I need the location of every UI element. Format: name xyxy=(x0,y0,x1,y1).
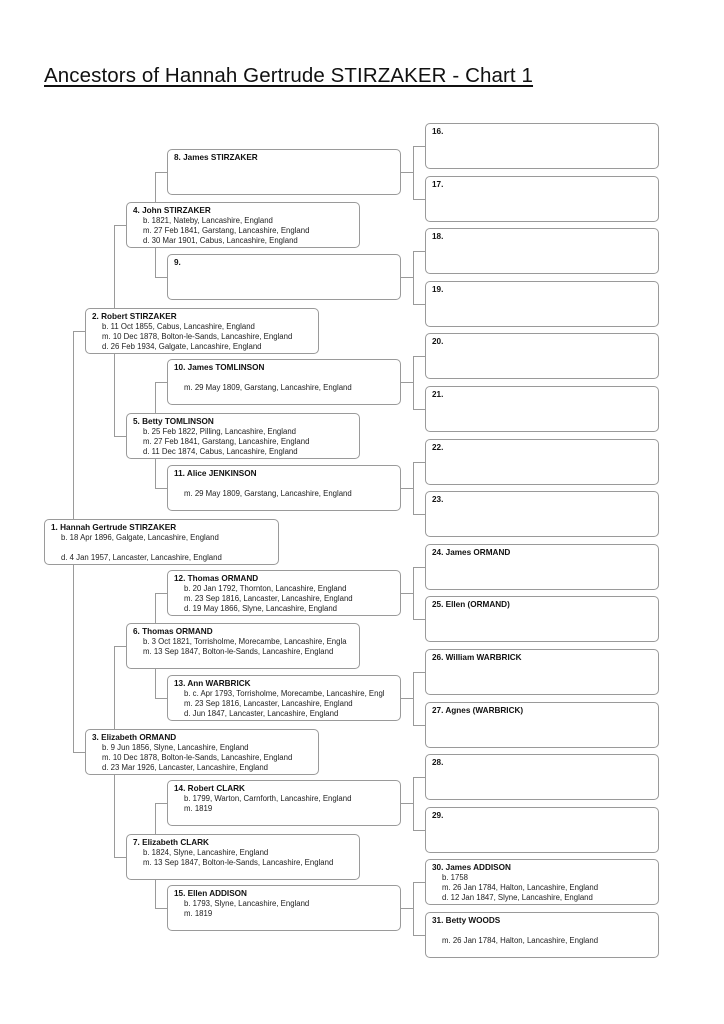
person-detail: m. 13 Sep 1847, Bolton-le-Sands, Lancashire, England xyxy=(143,647,334,656)
person-box-20[interactable] xyxy=(425,333,659,379)
connector-line xyxy=(413,462,425,463)
connector-line xyxy=(413,777,425,778)
person-name: 28. xyxy=(432,758,444,768)
person-name: 16. xyxy=(432,127,444,136)
person-name: 17. xyxy=(432,179,444,189)
connector-line xyxy=(73,752,85,753)
person-name: 29. xyxy=(432,810,444,820)
person-detail: m. 26 Jan 1784, Halton, Lancashire, England xyxy=(442,936,599,945)
person-box-28[interactable] xyxy=(425,754,659,800)
person-name: 2. Robert STIRZAKER xyxy=(92,312,177,321)
person-name: 9. xyxy=(174,258,181,268)
person-box-4[interactable] xyxy=(126,202,360,248)
person-box-29[interactable] xyxy=(425,807,659,853)
person-detail xyxy=(174,479,394,489)
person-detail: m. 29 May 1809, Garstang, Lancashire, England xyxy=(184,488,352,498)
connector-line xyxy=(114,857,126,858)
person-detail: b. c. Apr 1793, Torrisholme, Morecambe, Lancashire, Engl xyxy=(184,689,385,698)
person-name: 4. John STIRZAKER xyxy=(133,206,211,215)
person-detail: m. 26 Jan 1784, Halton, Lancashire, England xyxy=(442,883,599,893)
person-box-27[interactable] xyxy=(425,702,659,748)
person-name: 19. xyxy=(432,284,444,294)
person-detail: m. 29 May 1809, Garstang, Lancashire, England xyxy=(184,383,352,393)
connector-line xyxy=(413,251,425,252)
connector-line xyxy=(155,488,167,489)
connector-line xyxy=(114,436,126,437)
connector-line xyxy=(413,672,414,725)
connector-line xyxy=(413,882,414,935)
person-box-9[interactable] xyxy=(167,254,401,300)
person-detail: b. 1799, Warton, Carnforth, Lancashire, England xyxy=(184,794,352,804)
person-detail: b. 1758 xyxy=(442,873,469,883)
person-box-14[interactable] xyxy=(167,780,401,826)
person-detail: m. 23 Sep 1816, Lancaster, Lancashire, England xyxy=(184,699,353,708)
person-detail: d. 30 Mar 1901, Cabus, Lancashire, England xyxy=(143,236,298,245)
person-name: 8. James STIRZAKER xyxy=(174,153,258,162)
person-box-22[interactable] xyxy=(425,439,659,485)
person-detail: d. 12 Jan 1847, Slyne, Lancashire, England xyxy=(442,893,593,903)
person-box-7[interactable] xyxy=(126,834,360,880)
person-name: 20. xyxy=(432,337,444,347)
connector-line xyxy=(401,277,413,278)
person-name: 31. Betty WOODS xyxy=(432,916,501,925)
person-box-13[interactable] xyxy=(167,675,401,721)
person-box-18[interactable] xyxy=(425,228,659,274)
person-detail xyxy=(432,926,652,936)
person-box-26[interactable] xyxy=(425,649,659,695)
person-name: 24. James ORMAND xyxy=(432,547,511,557)
connector-line xyxy=(413,356,425,357)
person-name: 21. xyxy=(432,390,444,399)
person-detail: d. Jun 1847, Lancaster, Lancashire, England xyxy=(184,709,339,718)
person-box-30[interactable] xyxy=(425,859,659,905)
person-box-3[interactable] xyxy=(85,729,319,775)
connector-line xyxy=(155,382,167,383)
connector-line xyxy=(401,488,413,489)
person-detail: m. 1819 xyxy=(184,804,213,814)
person-box-10[interactable] xyxy=(167,359,401,405)
person-detail: b. 20 Jan 1792, Thornton, Lancashire, England xyxy=(184,583,347,593)
person-name: 3. Elizabeth ORMAND xyxy=(92,733,177,742)
person-detail: m. 10 Dec 1878, Bolton-le-Sands, Lancashire, England xyxy=(102,753,293,762)
connector-line xyxy=(413,935,425,936)
connector-line xyxy=(413,725,425,726)
connector-line xyxy=(114,646,126,647)
connector-line xyxy=(413,146,425,147)
person-detail: d. 4 Jan 1957, Lancaster, Lancashire, England xyxy=(61,553,222,562)
person-detail: b. 18 Apr 1896, Galgate, Lancashire, England xyxy=(61,533,219,542)
connector-line xyxy=(413,830,425,831)
person-box-11[interactable] xyxy=(167,465,401,511)
person-box-15[interactable] xyxy=(167,885,401,931)
connector-line xyxy=(401,172,413,173)
chart-title: Ancestors of Hannah Gertrude STIRZAKER - Chart 1 xyxy=(44,64,534,87)
person-detail: m. 27 Feb 1841, Garstang, Lancashire, England xyxy=(143,226,310,235)
person-detail: m. 23 Sep 1816, Lancaster, Lancashire, England xyxy=(184,593,353,603)
person-name: 13. Ann WARBRICK xyxy=(174,679,251,688)
connector-line xyxy=(155,593,167,594)
connector-line xyxy=(401,593,413,594)
person-detail: b. 1821, Nateby, Lancashire, England xyxy=(143,216,273,225)
person-name: 14. Robert CLARK xyxy=(174,784,245,794)
person-name: 18. xyxy=(432,232,444,242)
person-name: 11. Alice JENKINSON xyxy=(174,468,257,478)
person-name: 25. Ellen (ORMAND) xyxy=(432,600,510,610)
person-box-25[interactable] xyxy=(425,596,659,642)
person-box-16[interactable] xyxy=(425,123,659,169)
person-detail: m. 27 Feb 1841, Garstang, Lancashire, England xyxy=(143,436,310,446)
connector-line xyxy=(155,908,167,909)
person-name: 6. Thomas ORMAND xyxy=(133,627,213,636)
person-box-8[interactable] xyxy=(167,149,401,195)
person-box-19[interactable] xyxy=(425,281,659,327)
person-name: 22. xyxy=(432,442,444,452)
connector-line xyxy=(73,331,85,332)
connector-line xyxy=(401,698,413,699)
person-box-23[interactable] xyxy=(425,491,659,537)
connector-line xyxy=(413,199,425,200)
person-detail xyxy=(51,543,272,553)
person-box-12[interactable] xyxy=(167,570,401,616)
connector-line xyxy=(413,777,414,830)
connector-line xyxy=(401,908,413,909)
connector-line xyxy=(155,172,167,173)
person-box-31[interactable] xyxy=(425,912,659,958)
person-detail: b. 25 Feb 1822, Pilling, Lancashire, England xyxy=(143,426,297,436)
connector-line xyxy=(155,277,167,278)
person-detail: b. 1793, Slyne, Lancashire, England xyxy=(184,899,310,909)
person-name: 15. Ellen ADDISON xyxy=(174,889,247,899)
person-name: 27. Agnes (WARBRICK) xyxy=(432,705,524,715)
connector-line xyxy=(413,567,414,620)
person-detail: m. 10 Dec 1878, Bolton-le-Sands, Lancashire, England xyxy=(102,332,293,341)
person-detail: b. 9 Jun 1856, Slyne, Lancashire, England xyxy=(102,743,249,752)
person-box-5[interactable] xyxy=(126,413,360,459)
person-detail: d. 23 Mar 1926, Lancaster, Lancashire, England xyxy=(102,763,269,772)
connector-line xyxy=(413,409,425,410)
connector-line xyxy=(413,356,414,409)
person-box-21[interactable] xyxy=(425,386,659,432)
connector-line xyxy=(413,619,425,620)
connector-line xyxy=(413,251,414,304)
person-name: 12. Thomas ORMAND xyxy=(174,573,259,583)
person-detail: b. 11 Oct 1855, Cabus, Lancashire, England xyxy=(102,322,255,331)
connector-line xyxy=(413,146,414,199)
connector-line xyxy=(155,698,167,699)
person-detail: m. 1819 xyxy=(184,909,213,919)
connector-line xyxy=(413,882,425,883)
person-name: 5. Betty TOMLINSON xyxy=(133,416,214,426)
connector-line xyxy=(413,672,425,673)
connector-line xyxy=(413,514,425,515)
connector-line xyxy=(155,803,167,804)
person-detail: d. 19 May 1866, Slyne, Lancashire, England xyxy=(184,603,338,613)
connector-line xyxy=(413,304,425,305)
person-detail: d. 26 Feb 1934, Galgate, Lancashire, England xyxy=(102,342,262,351)
person-box-24[interactable] xyxy=(425,544,659,590)
person-name: 1. Hannah Gertrude STIRZAKER xyxy=(51,523,177,532)
person-detail xyxy=(174,373,394,383)
connector-line xyxy=(401,382,413,383)
person-detail: b. 1824, Slyne, Lancashire, England xyxy=(143,847,269,857)
person-name: 26. William WARBRICK xyxy=(432,653,522,662)
connector-line xyxy=(413,567,425,568)
person-box-17[interactable] xyxy=(425,176,659,222)
person-detail: b. 3 Oct 1821, Torrisholme, Morecambe, Lancashire, Engla xyxy=(143,637,347,646)
person-name: 7. Elizabeth CLARK xyxy=(133,837,209,847)
person-detail: m. 13 Sep 1847, Bolton-le-Sands, Lancashire, England xyxy=(143,857,334,867)
person-detail: d. 11 Dec 1874, Cabus, Lancashire, England xyxy=(143,446,298,456)
person-name: 30. James ADDISON xyxy=(432,863,511,873)
connector-line xyxy=(401,803,413,804)
person-name: 10. James TOMLINSON xyxy=(174,363,265,373)
person-box-2[interactable] xyxy=(85,308,319,354)
person-box-1[interactable] xyxy=(44,519,279,565)
connector-line xyxy=(114,225,126,226)
connector-line xyxy=(413,462,414,515)
person-box-6[interactable] xyxy=(126,623,360,669)
person-name: 23. xyxy=(432,495,444,505)
